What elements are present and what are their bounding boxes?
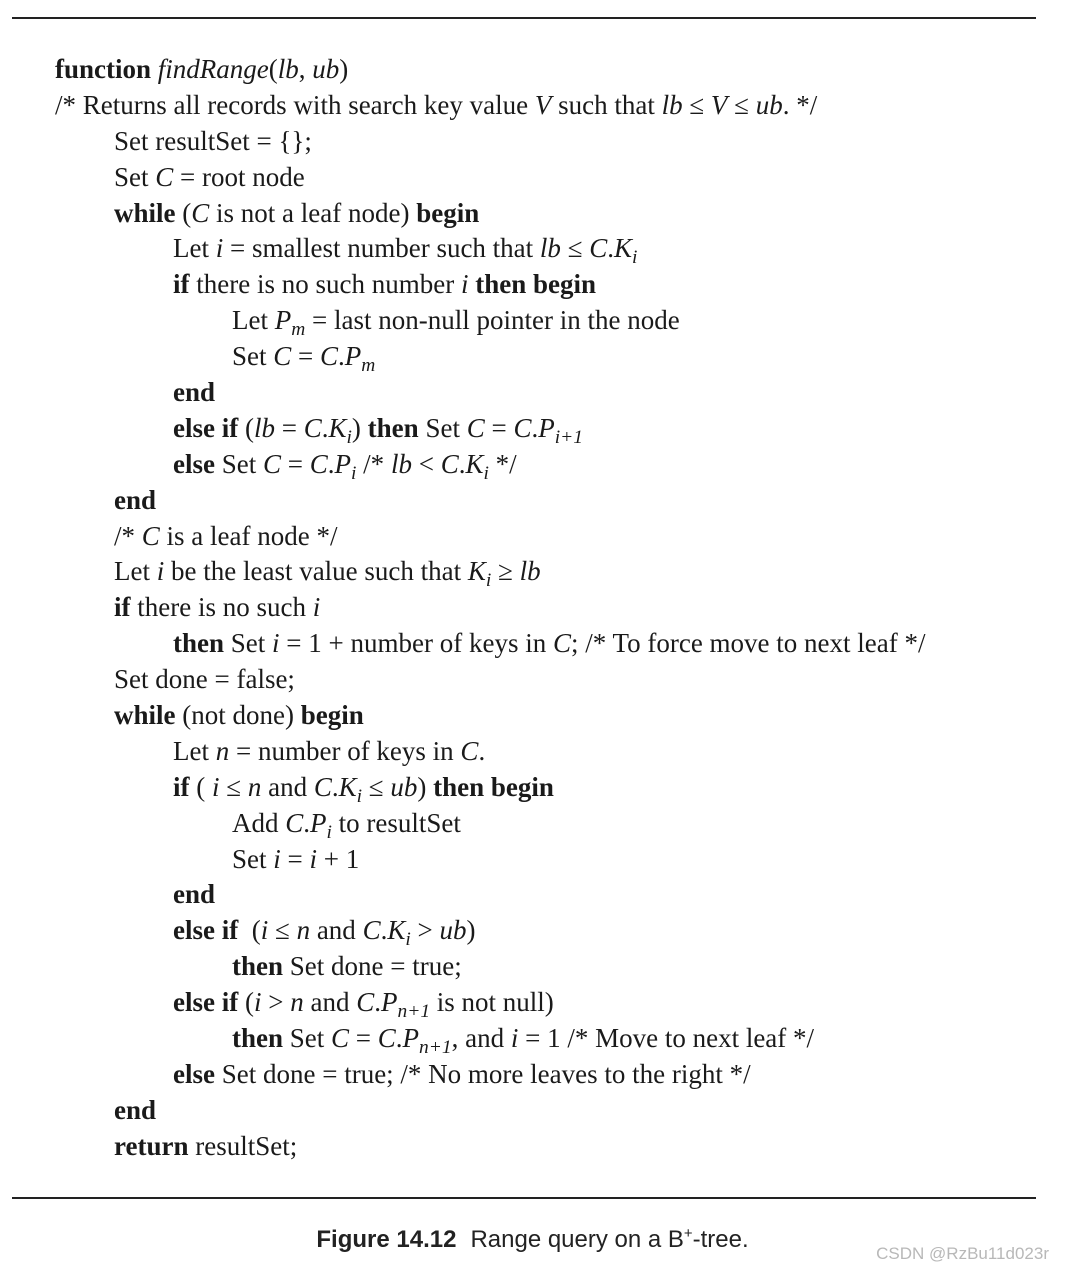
code-line-14: /* C is a leaf node */ xyxy=(114,520,338,551)
code-line-7: if there is no such number i then begin xyxy=(173,269,596,300)
code-line-9: Set $C = C.P_m$ xyxy=(232,341,376,377)
code-line-17: then Set i = 1 + number of keys in C; /* To force move to next leaf */ xyxy=(173,628,926,659)
code-line-16: if there is no such i xyxy=(114,592,321,623)
code-line-6: Let i = smallest number such that lb ≤ $C.K_i$ xyxy=(173,233,638,269)
code-line-26: then Set done = true; xyxy=(232,951,462,982)
code-line-3: Set resultSet = {}; xyxy=(114,125,312,156)
pseudocode-block xyxy=(0,52,1065,1165)
code-line-30: end xyxy=(114,1094,157,1125)
code-line-27: else if (i > n and $C.P_{n+1}$ is not null) xyxy=(173,987,554,1023)
code-line-31: return resultSet; xyxy=(114,1130,298,1161)
code-line-15: Let i be the least value such that $K_i$ ≥ lb xyxy=(114,556,541,592)
code-line-29: else Set done = true; /* No more leaves to the right */ xyxy=(173,1058,751,1089)
code-line-13: end xyxy=(114,484,157,515)
caption-text-end: -tree. xyxy=(692,1226,749,1253)
caption-text: Range query on a B xyxy=(470,1226,684,1253)
code-line-28: then Set $C = C.P_{n+1}$, and i = 1 /* Move to next leaf */ xyxy=(232,1023,815,1059)
figure-label: Figure 14.12 xyxy=(316,1226,457,1253)
code-line-1: function findRange(lb, ub) xyxy=(55,54,349,84)
code-line-25: else if (i ≤ n and $C.K_i > ub$) xyxy=(173,915,476,951)
code-line-10: end xyxy=(173,377,216,408)
watermark: CSDN @RzBu11d023r xyxy=(876,1244,1049,1263)
code-line-21: if ( i ≤ n and $C.K_i \le ub$) then begin xyxy=(173,771,554,808)
code-line-12: else Set $C = C.P_i$ /* lb < $C.K_i$ */ xyxy=(173,448,517,485)
caption-superscript: + xyxy=(683,1226,693,1243)
code-line-2: /* Returns all records with search key value V such that lb ≤ V ≤ ub. */ xyxy=(55,89,818,120)
code-line-19: while (not done) begin xyxy=(114,700,364,731)
code-line-23: Set i = i + 1 xyxy=(232,843,360,874)
code-line-20: Let n = number of keys in C. xyxy=(173,735,486,766)
code-line-5: while (C is not a leaf node) begin xyxy=(114,197,480,228)
code-line-18: Set done = false; xyxy=(114,664,295,695)
code-line-8: Let $P_m$ = last non-null pointer in the node xyxy=(232,305,680,341)
code-line-22: Add $C.P_i$ to resultSet xyxy=(232,807,461,843)
bottom-rule xyxy=(12,1197,1036,1199)
code-line-24: end xyxy=(173,879,216,910)
code-line-11: else if $(lb = C.K_i)$ then Set $C = C.P_{i+1}$ xyxy=(173,412,583,449)
top-rule xyxy=(12,17,1036,19)
code-line-4: Set C = root node xyxy=(114,161,305,192)
